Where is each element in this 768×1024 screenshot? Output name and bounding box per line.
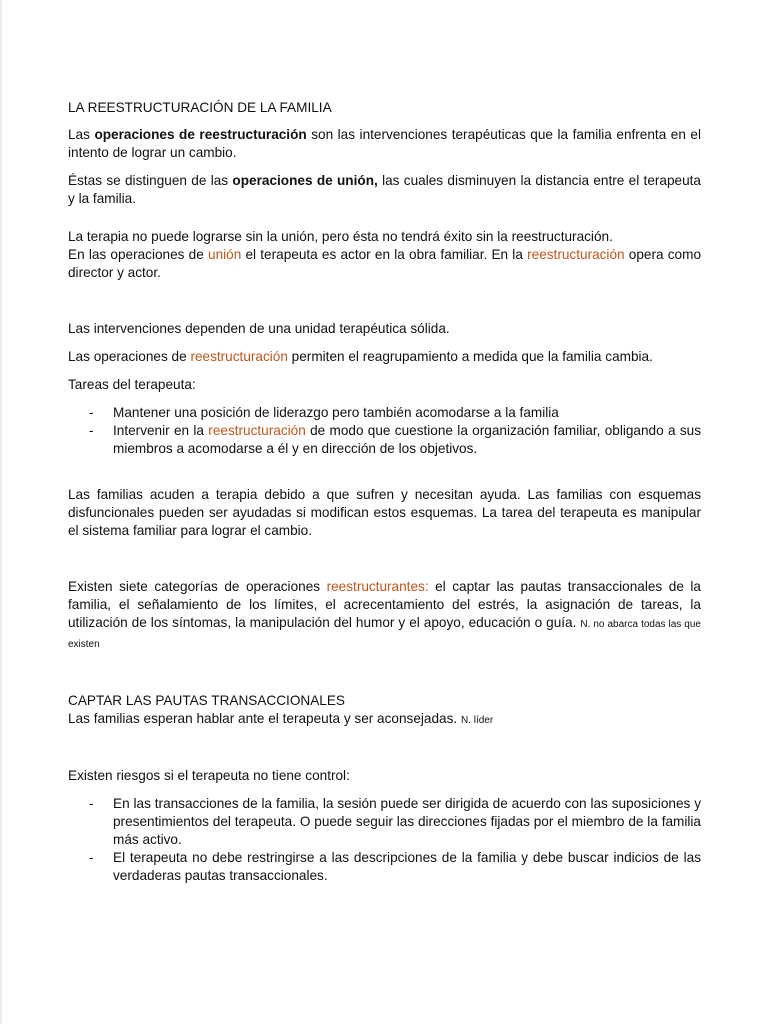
text: Las familias esperan hablar ante el terapeuta y ser aconsejadas. bbox=[68, 711, 461, 726]
bold-term: operaciones de unión, bbox=[232, 173, 378, 188]
paragraph bbox=[68, 348, 701, 366]
paragraph: Existen riesgos si el terapeuta no tiene control: bbox=[68, 768, 350, 783]
list-item bbox=[68, 849, 701, 885]
section-title: CAPTAR LAS PAUTAS TRANSACCIONALES bbox=[68, 693, 345, 708]
text: opera como director y actor. bbox=[68, 247, 701, 280]
highlighted-term: reestructuración bbox=[190, 349, 288, 364]
paragraph: Tareas del terapeuta: bbox=[68, 377, 196, 392]
list-item bbox=[68, 404, 701, 422]
paragraph: La terapia no puede lograrse sin la unión, pero ésta no tendrá éxito sin la reestructuración. bbox=[68, 229, 613, 244]
paragraph: Las intervenciones dependen de una unidad terapéutica sólida. bbox=[68, 321, 450, 336]
text: Éstas se distinguen de las bbox=[68, 173, 233, 188]
text: Mantener una posición de liderazgo pero también acomodarse a la familia bbox=[113, 405, 559, 420]
list-item bbox=[68, 795, 701, 849]
paragraph bbox=[68, 126, 701, 162]
task-list bbox=[68, 404, 701, 458]
margin-note: N. líder bbox=[460, 715, 494, 726]
text: Las operaciones de bbox=[68, 349, 191, 364]
highlighted-term: reestructuración bbox=[208, 423, 306, 438]
list-marker: - bbox=[89, 423, 94, 438]
list-marker: - bbox=[89, 796, 94, 811]
paragraph bbox=[68, 172, 701, 208]
highlighted-term: reestructurantes: bbox=[326, 579, 429, 594]
paragraph: Las familias acuden a terapia debido a que sufren y necesitan ayuda. Las familias con esquemas disfuncionales pueden ser ayudadas si modifican estos esquemas. La tarea del terapeuta es manipular el sistema familiar para lograr el cambio. bbox=[68, 487, 701, 538]
text: las cuales disminuyen la distancia entre el terapeuta y la familia. bbox=[68, 173, 701, 206]
margin-note: N. no abarca todas las que existen bbox=[68, 619, 701, 650]
text: En las transacciones de la familia, la sesión puede ser dirigida de acuerdo con las suposiciones y presentimientos del terapeuta. O puede seguir las direcciones fijadas por el miembro de la familia más activo. bbox=[113, 796, 701, 847]
highlighted-term: unión bbox=[208, 247, 242, 262]
text: Existen siete categorías de operaciones bbox=[68, 579, 327, 594]
text: de modo que cuestione la organización familiar, obligando a sus miembros a acomodarse a él y en dirección de los objetivos. bbox=[113, 423, 702, 456]
highlighted-term: reestructuración bbox=[527, 247, 625, 262]
list-marker: - bbox=[89, 850, 94, 865]
text: El terapeuta no debe restringirse a las descripciones de la familia y debe buscar indicios de las verdaderas pautas transaccionales. bbox=[113, 850, 701, 883]
text: el terapeuta es actor en la obra familiar. En la bbox=[241, 247, 528, 262]
text: Intervenir en la bbox=[113, 423, 209, 438]
section-title: LA REESTRUCTURACIÓN DE LA FAMILIA bbox=[68, 100, 332, 115]
text: el captar las pautas transaccionales de la familia, el señalamiento de los límites, el acrecentamiento del estrés, la asignación de tareas, la utilización de los síntomas, la manipulación del humor y el apoyo, educación o guía. bbox=[68, 579, 701, 630]
text: son las intervenciones terapéuticas que la familia enfrenta en el intento de lograr un cambio. bbox=[68, 127, 701, 160]
paragraph bbox=[68, 246, 701, 282]
document-content bbox=[68, 99, 701, 885]
bold-term: operaciones de reestructuración bbox=[94, 127, 307, 142]
paragraph bbox=[68, 578, 701, 654]
text: En las operaciones de bbox=[68, 247, 209, 262]
paragraph bbox=[68, 710, 701, 730]
text: Las bbox=[68, 127, 95, 142]
list-item bbox=[68, 422, 701, 458]
list-marker: - bbox=[89, 405, 94, 420]
page-left-edge bbox=[0, 0, 2, 1024]
text: permiten el reagrupamiento a medida que la familia cambia. bbox=[287, 349, 653, 364]
risk-list bbox=[68, 795, 701, 885]
